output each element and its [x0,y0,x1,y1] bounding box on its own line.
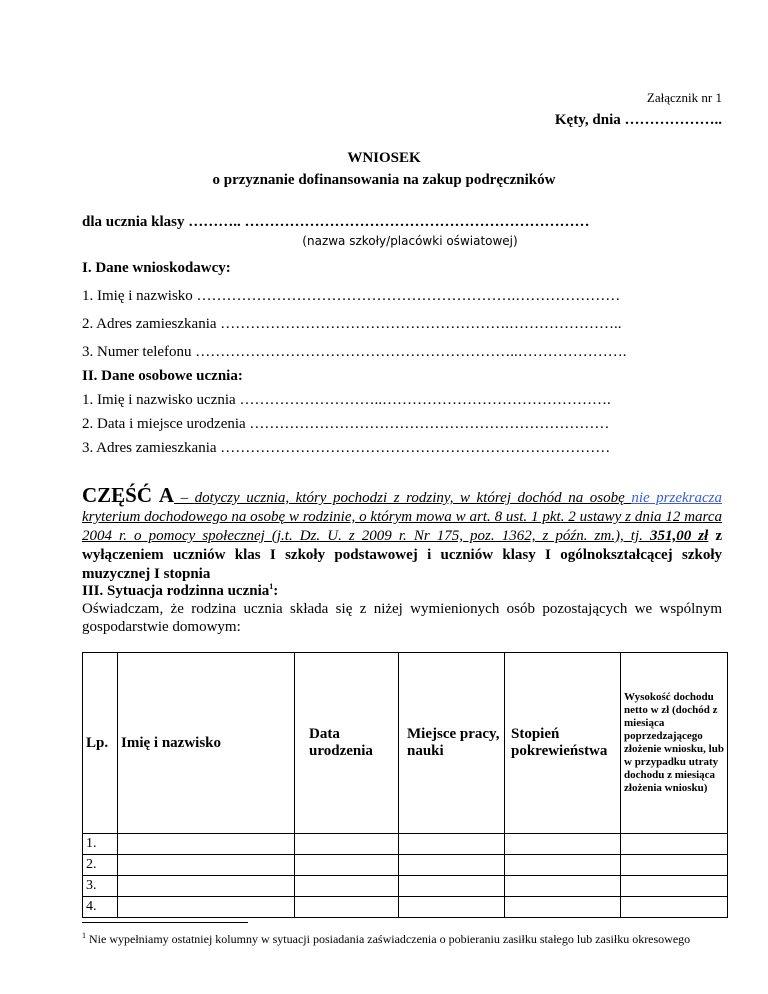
part-a-dash: – [174,490,195,506]
family-table [82,652,728,918]
cell-relation[interactable] [505,834,621,855]
section-2-heading: II. Dane osobowe ucznia: [82,368,243,384]
page-subtitle: o przyznanie dofinansowania na zakup podręczników [212,172,556,188]
cell-relation[interactable] [505,855,621,876]
cell-birthdate[interactable] [295,897,399,918]
part-a-amount: 351,00 zł [649,528,709,544]
section-3-heading [82,582,278,600]
cell-work[interactable] [399,876,505,897]
footnote-text: Nie wypełniamy ostatniej kolumny w sytuacji posiadania zaświadczenia o pobieraniu zasiłku stałego lub zasiłku okresowego [86,932,691,946]
row-number: 2. [83,855,118,876]
school-caption: (nazwa szkoły/placówki oświatowej) [302,234,518,248]
footnote-divider [82,922,248,923]
col-name: Imię i nazwisko [118,653,295,834]
section-1-heading: I. Dane wnioskodawcy: [82,260,231,276]
cell-birthdate[interactable] [295,876,399,897]
cell-name[interactable] [118,897,295,918]
col-relation: Stopień pokrewieństwa [505,653,621,834]
cell-income[interactable] [621,876,728,897]
table-row [83,897,728,918]
section-3-heading-text: III. Sytuacja rodzinna ucznia [82,583,270,599]
applicant-address-field[interactable]: 2. Adres zamieszkania ………………………………………………….………………….. [82,316,622,332]
col-birthdate: Data urodzenia [295,653,399,834]
table-header-row [83,653,728,834]
cell-income[interactable] [621,855,728,876]
cell-work[interactable] [399,897,505,918]
student-address-field[interactable]: 3. Adres zamieszkania …………………………………………………………………… [82,440,611,456]
col-lp: Lp. [83,653,118,834]
income-limit-link[interactable]: nie przekracza [631,490,723,506]
cell-relation[interactable] [505,897,621,918]
table-row [83,834,728,855]
section-3-colon: : [273,583,279,599]
cell-birthdate[interactable] [295,855,399,876]
col-income: Wysokość dochodu netto w zł (dochód z miesiąca poprzedzającego złożenie wniosku, lub w przypadku utraty dochodu z miesiąca złożenia wniosku) [621,653,728,834]
footnote-number: 1 [82,931,86,940]
student-birth-field[interactable]: 2. Data i miejsce urodzenia ……………………………………………………………… [82,416,610,432]
section-3-intro: Oświadczam, że rodzina ucznia składa się z niżej wymienionych osób pozostających we wspólnym gospodarstwie domowym: [82,601,722,635]
cell-birthdate[interactable] [295,834,399,855]
applicant-name-field[interactable]: 1. Imię i nazwisko ……………………………………………………….………………… [82,288,621,304]
cell-name[interactable] [118,834,295,855]
applicant-phone-field[interactable]: 3. Numer telefonu ………………………………………………………..…………………. [82,344,627,360]
part-a-exclusion: z wyłączeniem uczniów klas I szkoły podstawowej i uczniów klasy I ogólnokształcącej szkoły muzycznej I stopnia [82,528,722,582]
table-row [83,876,728,897]
row-number: 4. [83,897,118,918]
table-row [83,855,728,876]
part-a-description [82,483,723,584]
cell-work[interactable] [399,855,505,876]
student-class-line: dla ucznia klasy ……….. …………………………………………………………… [82,214,590,230]
student-name-field[interactable]: 1. Imię i nazwisko ucznia ………………………..………………………………………. [82,392,611,408]
page-title: WNIOSEK [347,150,421,166]
cell-name[interactable] [118,876,295,897]
row-number: 1. [83,834,118,855]
col-work: Miejsce pracy, nauki [399,653,505,834]
cell-work[interactable] [399,834,505,855]
attachment-label: Załącznik nr 1 [646,90,722,105]
row-number: 3. [83,876,118,897]
part-a-text-2: kryterium dochodowego na osobę w rodzinie, o którym mowa w art. 8 ust. 1 pkt. 2 ustawy z dnia 12 marca 2004 r. o pomocy społecznej (j.t. Dz. U. z 2009 r. Nr 175, poz. 1362, z późn. zm.), tj. [82,509,722,544]
part-a-label: CZĘŚĆ A [82,483,175,507]
footnote [82,928,702,947]
cell-income[interactable] [621,834,728,855]
footnote-ref: 1 [269,582,274,591]
cell-relation[interactable] [505,876,621,897]
part-a-text-1: dotyczy ucznia, który pochodzi z rodziny, w której dochód na osobę [194,490,632,506]
place-date: Kęty, dnia ……………….. [554,112,722,128]
cell-income[interactable] [621,897,728,918]
cell-name[interactable] [118,855,295,876]
